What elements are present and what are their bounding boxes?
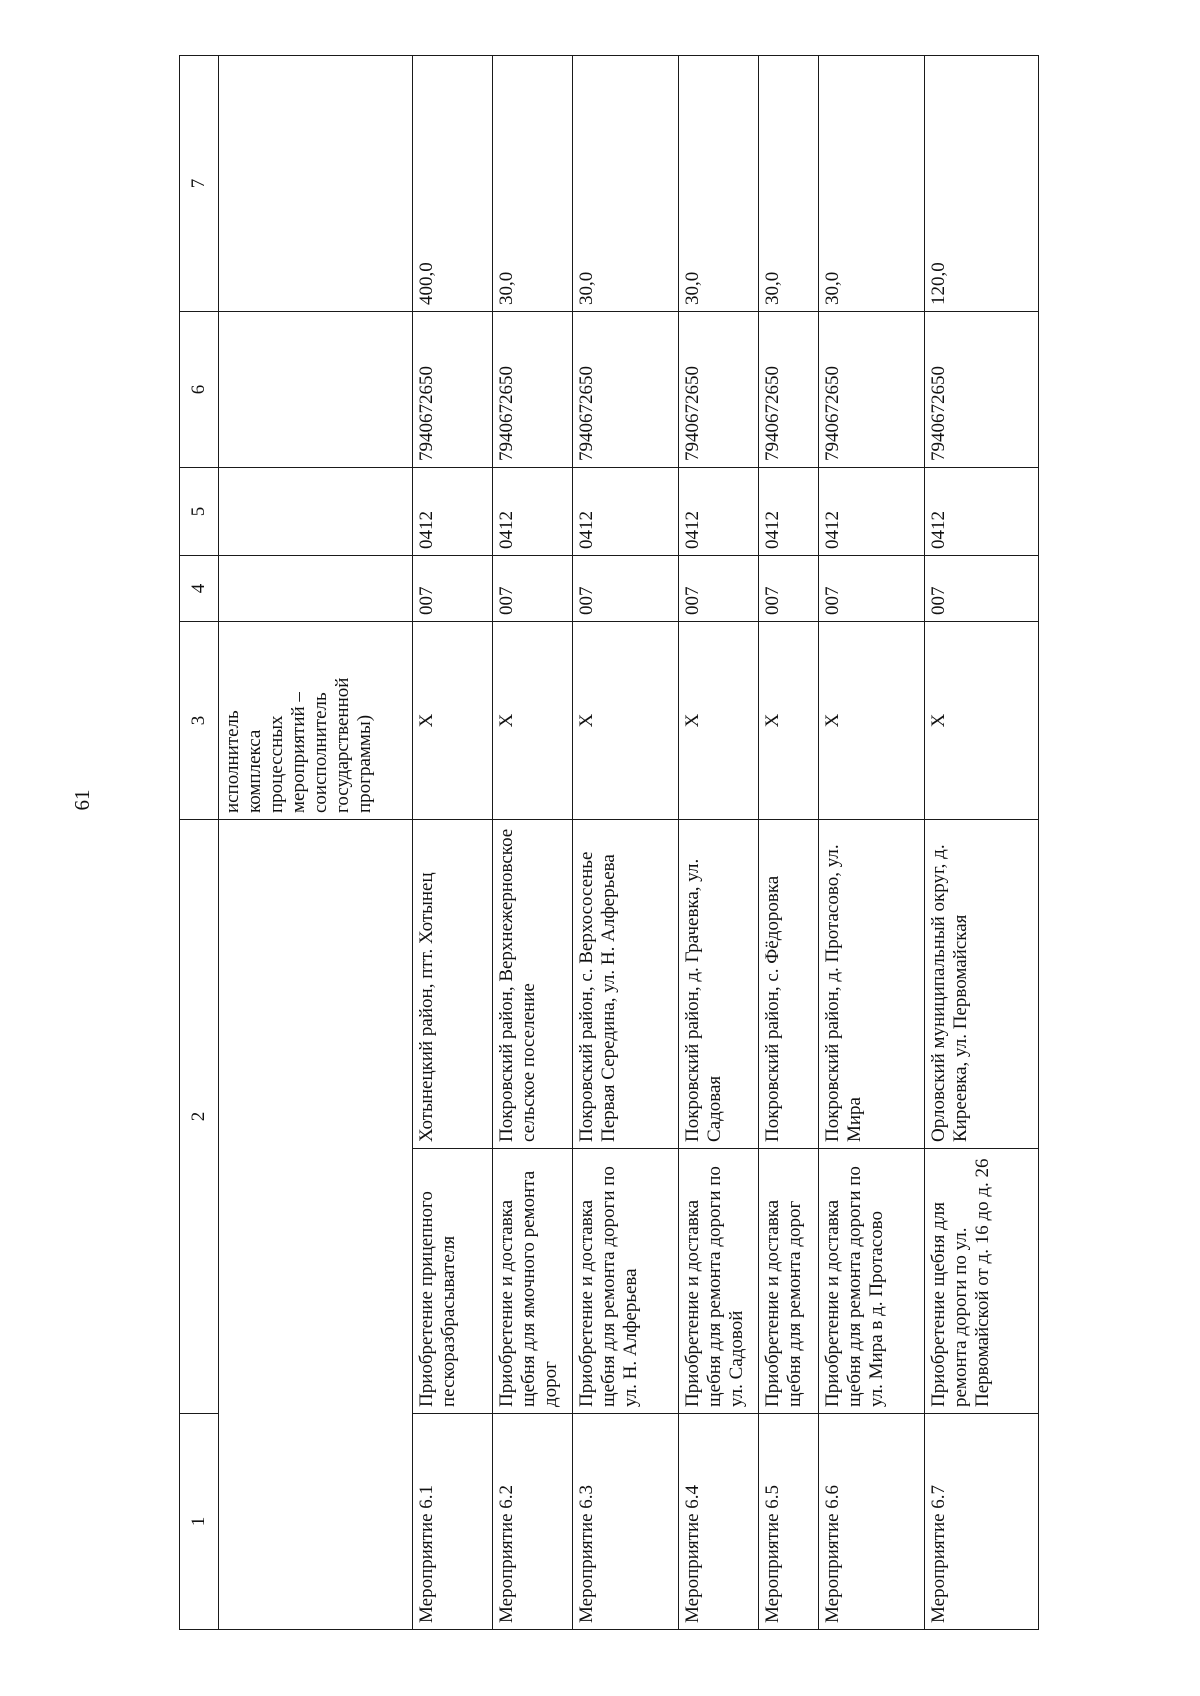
- col7-cell: 30,0: [679, 56, 759, 312]
- col7-cell: 30,0: [759, 56, 819, 312]
- table-row: [493, 56, 573, 1630]
- col3-cell: Х: [573, 622, 679, 820]
- col4-cell: 007: [925, 556, 1039, 622]
- table-row: [413, 56, 493, 1630]
- continuation-row: [219, 56, 413, 1630]
- table-row: [819, 56, 925, 1630]
- table-row: [759, 56, 819, 1630]
- location-cell: Покровский район, д. Протасово, ул. Мира: [819, 820, 925, 1149]
- continuation-blank-cell: [219, 820, 413, 1630]
- col5-cell: 0412: [413, 468, 493, 556]
- table-row: [925, 56, 1039, 1630]
- measure-cell: Мероприятие 6.2: [493, 1414, 573, 1630]
- col6-cell: 7940672650: [925, 312, 1039, 468]
- header-col-3: 3: [180, 622, 219, 820]
- location-cell: Орловский муниципальный округ, д. Киреевка, ул. Первомайская: [925, 820, 1039, 1149]
- col3-cell: Х: [819, 622, 925, 820]
- col6-cell: 7940672650: [759, 312, 819, 468]
- continuation-blank-4: [219, 556, 413, 622]
- continuation-blank-6: [219, 312, 413, 468]
- col4-cell: 007: [413, 556, 493, 622]
- col6-cell: 7940672650: [679, 312, 759, 468]
- header-row: [180, 56, 219, 1630]
- col5-cell: 0412: [679, 468, 759, 556]
- description-cell: Приобретение и доставка щебня для ремонта дороги по ул. Мира в д. Протасово: [819, 1149, 925, 1414]
- col7-cell: 30,0: [573, 56, 679, 312]
- location-cell: Покровский район, д. Грачевка, ул. Садовая: [679, 820, 759, 1149]
- page-number: 61: [70, 789, 94, 811]
- col5-cell: 0412: [493, 468, 573, 556]
- col6-cell: 7940672650: [493, 312, 573, 468]
- col3-cell: Х: [493, 622, 573, 820]
- col4-cell: 007: [573, 556, 679, 622]
- col3-cell: Х: [925, 622, 1039, 820]
- description-cell: Приобретение и доставка щебня для ремонта дороги по ул. Садовой: [679, 1149, 759, 1414]
- col5-cell: 0412: [925, 468, 1039, 556]
- location-cell: Покровский район, с. Верхососенье Первая Середина, ул. Н. Алферьева: [573, 820, 679, 1149]
- measure-cell: Мероприятие 6.6: [819, 1414, 925, 1630]
- col7-cell: 30,0: [493, 56, 573, 312]
- col7-cell: 30,0: [819, 56, 925, 312]
- col7-cell: 120,0: [925, 56, 1039, 312]
- location-cell: Хотынецкий район, птт. Хотынец: [413, 820, 493, 1149]
- table-row: [573, 56, 679, 1630]
- col5-cell: 0412: [759, 468, 819, 556]
- col5-cell: 0412: [573, 468, 679, 556]
- header-col-7: 7: [180, 56, 219, 312]
- continuation-blank-7: [219, 56, 413, 312]
- rotated-table-container: [179, 56, 1069, 1630]
- measure-cell: Мероприятие 6.1: [413, 1414, 493, 1630]
- col4-cell: 007: [819, 556, 925, 622]
- description-cell: Приобретение и доставка щебня для ремонта дороги по ул. Н. Алферьева: [573, 1149, 679, 1414]
- description-cell: Приобретение и доставка щебня для ямочного ремонта дорог: [493, 1149, 573, 1414]
- header-col-1: 1: [180, 1414, 219, 1630]
- description-cell: Приобретение и доставка щебня для ремонта дорог: [759, 1149, 819, 1414]
- measure-cell: Мероприятие 6.3: [573, 1414, 679, 1630]
- col3-cell: Х: [413, 622, 493, 820]
- col3-cell: Х: [759, 622, 819, 820]
- col4-cell: 007: [493, 556, 573, 622]
- col4-cell: 007: [759, 556, 819, 622]
- location-cell: Покровский район, Верхнежерновское сельское поселение: [493, 820, 573, 1149]
- col6-cell: 7940672650: [573, 312, 679, 468]
- col5-cell: 0412: [819, 468, 925, 556]
- col6-cell: 7940672650: [819, 312, 925, 468]
- measure-cell: Мероприятие 6.5: [759, 1414, 819, 1630]
- col6-cell: 7940672650: [413, 312, 493, 468]
- executor-cell: исполнитель комплекса процессных мероприятий – соисполнитель государственной программы): [219, 622, 413, 820]
- table-row: [679, 56, 759, 1630]
- location-cell: Покровский район, с. Фёдоровка: [759, 820, 819, 1149]
- header-col-6: 6: [180, 312, 219, 468]
- header-col-4: 4: [180, 556, 219, 622]
- description-cell: Приобретение щебня для ремонта дороги по ул. Первомайской от д. 16 до д. 26: [925, 1149, 1039, 1414]
- col4-cell: 007: [679, 556, 759, 622]
- activities-table: [179, 55, 1039, 1630]
- continuation-blank-5: [219, 468, 413, 556]
- description-cell: Приобретение прицепного пескоразбрасывателя: [413, 1149, 493, 1414]
- col7-cell: 400,0: [413, 56, 493, 312]
- col3-cell: Х: [679, 622, 759, 820]
- header-col-2: 2: [180, 820, 219, 1414]
- measure-cell: Мероприятие 6.4: [679, 1414, 759, 1630]
- measure-cell: Мероприятие 6.7: [925, 1414, 1039, 1630]
- header-col-5: 5: [180, 468, 219, 556]
